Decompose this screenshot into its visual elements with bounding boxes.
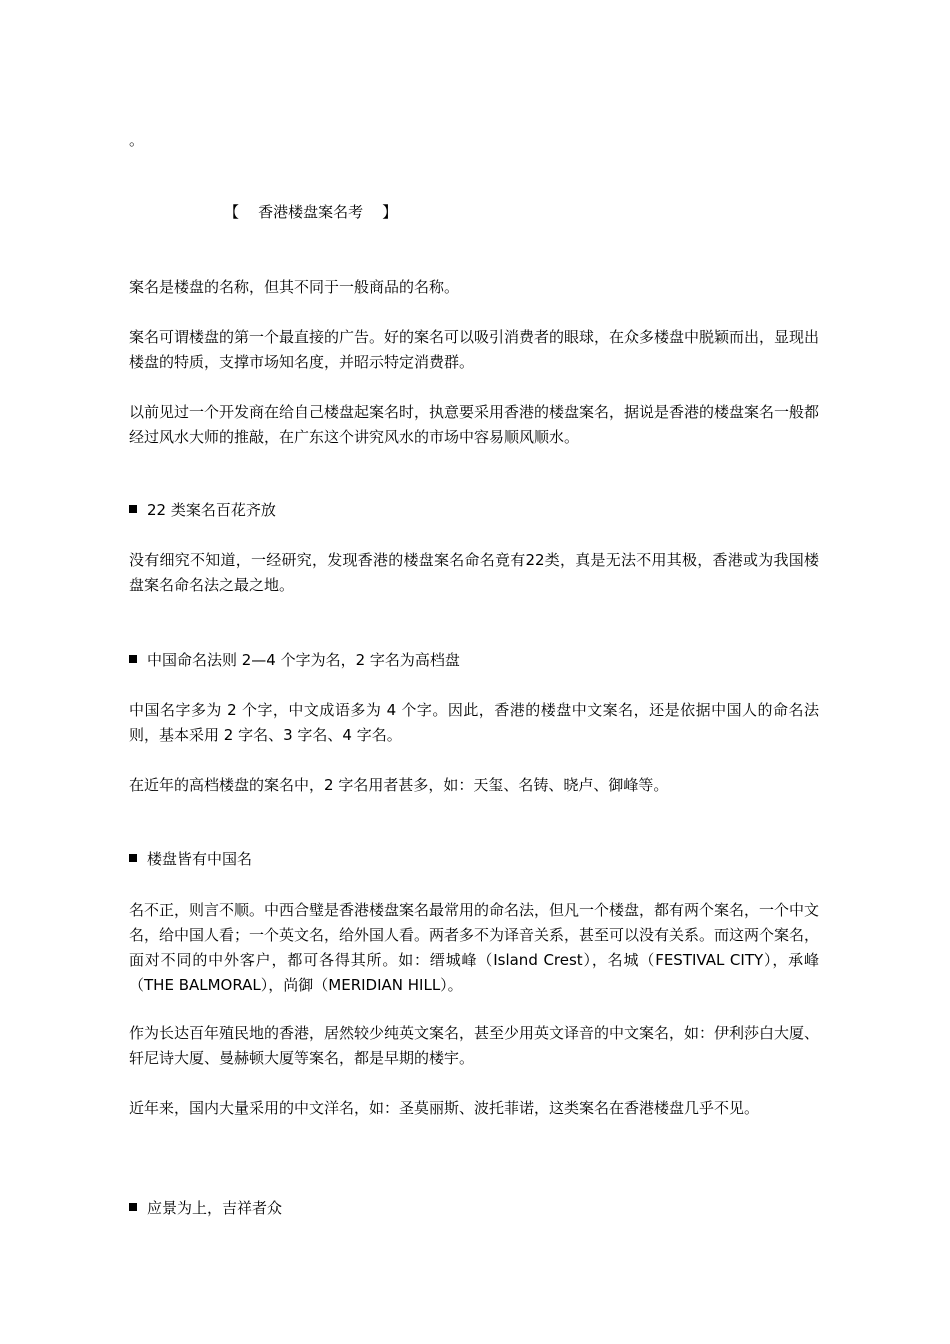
square-bullet-icon (129, 505, 137, 513)
section-heading-4-text: 应景为上，吉祥者众 (147, 1199, 283, 1217)
section-2-paragraph-2: 在近年的高档楼盘的案名中，2 字名用者甚多，如：天玺、名铸、晓卢、御峰等。 (129, 776, 669, 794)
section-heading-2-text: 中国命名法则 2—4 个字为名，2 字名为高档盘 (147, 651, 460, 669)
intro-paragraph-3: 以前见过一个开发商在给自己楼盘起案名时，执意要采用香港的楼盘案名，据说是香港的楼盘案名一般都经过风水大师的推敲，在广东这个讲究风水的市场中容易顺风顺水。 (129, 403, 820, 446)
section-heading-1 (129, 500, 276, 520)
section-3-paragraph-2: 作为长达百年殖民地的香港，居然较少纯英文案名，甚至少用英文译音的中文案名，如：伊利莎白大厦、轩尼诗大厦、曼赫顿大厦等案名，都是早期的楼宇。 (129, 1024, 820, 1067)
section-1-paragraph-1: 没有细究不知道，一经研究，发现香港的楼盘案名命名竟有22类，真是无法不用其极，香港或为我国楼盘案名命名法之最之地。 (129, 551, 819, 594)
section-3-paragraph-1: 名不正，则言不顺。中西合璧是香港楼盘案名最常用的命名法，但凡一个楼盘，都有两个案名，一个中文名，给中国人看；一个英文名，给外国人看。两者多不为译音关系，甚至可以没有关系。而这两个案名，面对不同的中外客户，都可各得其所。如：缙城峰（Island Crest），名城（FESTIVAL CITY），承峰（THE BALMORAL），尚御（MERIDIAN HILL）。 (129, 901, 820, 994)
section-heading-4 (129, 1198, 282, 1218)
title-open-bracket: 【 (224, 203, 240, 221)
section-2-paragraph-1: 中国名字多为 2 个字，中文成语多为 4 个字。因此，香港的楼盘中文案名，还是依据中国人的命名法则，基本采用 2 字名、3 字名、4 字名。 (129, 701, 819, 744)
intro-paragraph-1: 案名是楼盘的名称，但其不同于一般商品的名称。 (129, 278, 460, 296)
intro-paragraph-2: 案名可谓楼盘的第一个最直接的广告。好的案名可以吸引消费者的眼球，在众多楼盘中脱颖而出，显现出楼盘的特质，支撑市场知名度，并昭示特定消费群。 (129, 328, 820, 371)
square-bullet-icon (129, 854, 137, 862)
square-bullet-icon (129, 1203, 137, 1211)
section-3-paragraph-3: 近年来，国内大量采用的中文洋名，如：圣莫丽斯、波托菲诺，这类案名在香港楼盘几乎不见。 (129, 1099, 760, 1117)
section-heading-3-text: 楼盘皆有中国名 (147, 850, 253, 868)
section-heading-1-text: 22 类案名百花齐放 (147, 501, 276, 519)
title-close-bracket: 】 (382, 203, 398, 221)
section-heading-3 (129, 849, 252, 869)
page-title (224, 202, 397, 222)
square-bullet-icon (129, 655, 137, 663)
top-mark: 。 (129, 131, 145, 149)
title-text: 香港楼盘案名考 (258, 203, 364, 221)
section-heading-2 (129, 650, 460, 670)
